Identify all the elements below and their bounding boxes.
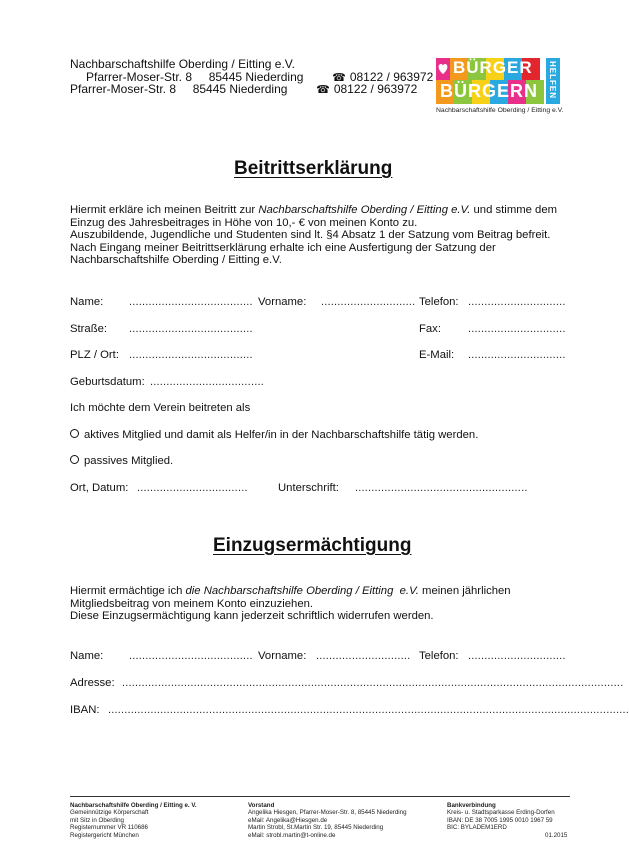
strasse-label: Straße: (70, 323, 108, 335)
logo-line-1: BÜRGER (453, 58, 533, 77)
name-label: Name: (70, 296, 104, 308)
direct-debit-text (70, 585, 511, 623)
membership-title: Beitrittserklärung (234, 158, 393, 179)
dd-iban-label: IBAN: (70, 704, 100, 716)
ort-datum-label: Ort, Datum: (70, 482, 129, 494)
plz-field[interactable]: ...................................... (129, 349, 253, 361)
logo-subtitle: Nachbarschaftshilfe Oberding / Eitting e.V. (436, 107, 564, 114)
dd-1b: die Nachbarschaftshilfe Oberding / Eitting e.V. (185, 585, 419, 597)
dd-adresse-field[interactable]: .......................................................................................................................................................... (122, 677, 624, 689)
dd-telefon-field[interactable]: .............................. (468, 650, 566, 662)
footer-board-heading: Vorstand (248, 802, 275, 809)
option-active[interactable] (70, 429, 478, 441)
join-text: Ich möchte dem Verein beitreten als (70, 402, 251, 414)
footer-org-line: mit Sitz in Oberding (70, 816, 124, 824)
telefon-field[interactable]: .............................. (468, 296, 566, 308)
geburtsdatum-label: Geburtsdatum: (70, 376, 145, 388)
dd-vorname-field[interactable]: ............................. (316, 650, 411, 662)
footer-version: 01.2015 (545, 832, 568, 839)
footer-divider (70, 796, 570, 797)
footer-board-email[interactable]: eMail: Angelika@Hiesgen.de (248, 816, 328, 824)
footer-org-line: Registergericht München (70, 831, 139, 839)
dd-iban-field[interactable]: ................................................................................................................................................................ (108, 704, 629, 716)
logo-line-2: BÜRGERN (440, 81, 539, 101)
footer-col-board (248, 802, 407, 839)
footer-col-bank (447, 802, 555, 832)
header-address-text-1: Pfarrer-Moser-Str. 8 85445 Niederding (86, 70, 304, 84)
dd-name-field[interactable]: ...................................... (129, 650, 253, 662)
logo (436, 58, 562, 118)
strasse-field[interactable]: ...................................... (129, 323, 253, 335)
intro-line-2: Einzug des Jahresbeitrages in Höhe von 10,- € von meinen Konto zu. (70, 216, 418, 229)
unterschrift-field[interactable]: ..................................................... (355, 482, 528, 494)
vorname-label: Vorname: (258, 296, 307, 308)
direct-debit-title: Einzugsermächtigung (213, 535, 412, 556)
header-address-text-2: Pfarrer-Moser-Str. 8 85445 Niederding (70, 82, 288, 96)
dd-telefon-label: Telefon: (419, 650, 459, 662)
unterschrift-label: Unterschrift: (278, 482, 339, 494)
radio-active[interactable] (70, 429, 79, 438)
dd-line-1 (70, 585, 511, 598)
intro-1b: Nachbarschaftshilfe Oberding / Eitting e.V. (258, 204, 471, 216)
ort-datum-field[interactable]: .................................. (137, 482, 248, 494)
radio-passive[interactable] (70, 455, 79, 464)
dd-line-3: Diese Einzugsermächtigung kann jederzeit schriftlich widerrufen werden. (70, 610, 434, 623)
phone-icon: ☎ (316, 84, 330, 96)
footer-org-heading: Nachbarschaftshilfe Oberding / Eitting e. V. (70, 802, 197, 809)
intro-line-1 (70, 204, 557, 217)
footer-bank-line: Kreis- u. Stadtsparkasse Erding-Dorfen (447, 809, 555, 817)
intro-line-5: Nachbarschaftshilfe Oberding / Eitting e.V. (70, 254, 282, 267)
intro-line-3: Auszubildende, Jugendliche und Studenten sind lt. §4 Absatz 1 der Satzung vom Beitrag befreit. (70, 229, 551, 242)
header-address-line-2 (70, 82, 417, 97)
logo-vertical-text: HELFEN (548, 61, 557, 99)
vorname-field[interactable]: ............................. (321, 296, 416, 308)
name-field[interactable]: ...................................... (129, 296, 253, 308)
intro-1a: Hiermit erkläre ich meinen Beitritt zur (70, 204, 259, 216)
phone-icon: ☎ (332, 72, 346, 84)
footer-board-email[interactable]: eMail: strobl.martin@t-online.de (248, 831, 336, 839)
fax-label: Fax: (419, 323, 441, 335)
dd-1a: Hiermit ermächtige ich (70, 585, 186, 597)
email-field[interactable]: .............................. (468, 349, 566, 361)
geburtsdatum-field[interactable]: ................................... (150, 376, 264, 388)
intro-line-4: Nach Eingang meiner Beitrittserklärung erhalte ich eine Ausfertigung der Satzung der (70, 241, 496, 254)
footer-bank-bic: BIC: BYLADEM1ERD (447, 824, 507, 832)
header-org: Nachbarschaftshilfe Oberding / Eitting e.V. (70, 57, 296, 71)
option-passive[interactable] (70, 455, 173, 467)
option-passive-label: passives Mitglied. (84, 455, 174, 467)
footer-org-line: Registernummer VR 110686 (70, 824, 148, 832)
footer-bank-heading: Bankverbindung (447, 802, 496, 809)
fax-field[interactable]: .............................. (468, 323, 566, 335)
email-label: E-Mail: (419, 349, 455, 361)
footer-board-line: Angelika Hiesgen, Pfarrer-Moser-Str. 8, 85445 Niederding (248, 809, 407, 817)
header-phone-2: 08122 / 963972 (333, 82, 418, 96)
dd-name-label: Name: (70, 650, 104, 662)
membership-intro (70, 204, 557, 267)
header-phone-1: 08122 / 963972 (349, 70, 434, 84)
telefon-label: Telefon: (419, 296, 459, 308)
dd-line-2: Mitgliedsbeitrag von meinem Konto einzuziehen. (70, 597, 314, 610)
footer-org-line: Gemeinnützige Körperschaft (70, 809, 149, 817)
footer-board-line: Martin Strobl, St.Martin Str. 19, 85445 Niederding (248, 824, 384, 832)
dd-1c: meinen jährlichen (418, 585, 511, 597)
intro-1c: und stimme dem (470, 204, 558, 216)
dd-adresse-label: Adresse: (70, 677, 115, 689)
plz-label: PLZ / Ort: (70, 349, 119, 361)
footer-col-organisation (70, 802, 197, 839)
footer-bank-iban: IBAN: DE 38 7005 1995 0010 1967 59 (447, 816, 553, 824)
dd-vorname-label: Vorname: (258, 650, 307, 662)
option-active-label: aktives Mitglied und damit als Helfer/in in der Nachbarschaftshilfe tätig werden. (84, 429, 479, 441)
